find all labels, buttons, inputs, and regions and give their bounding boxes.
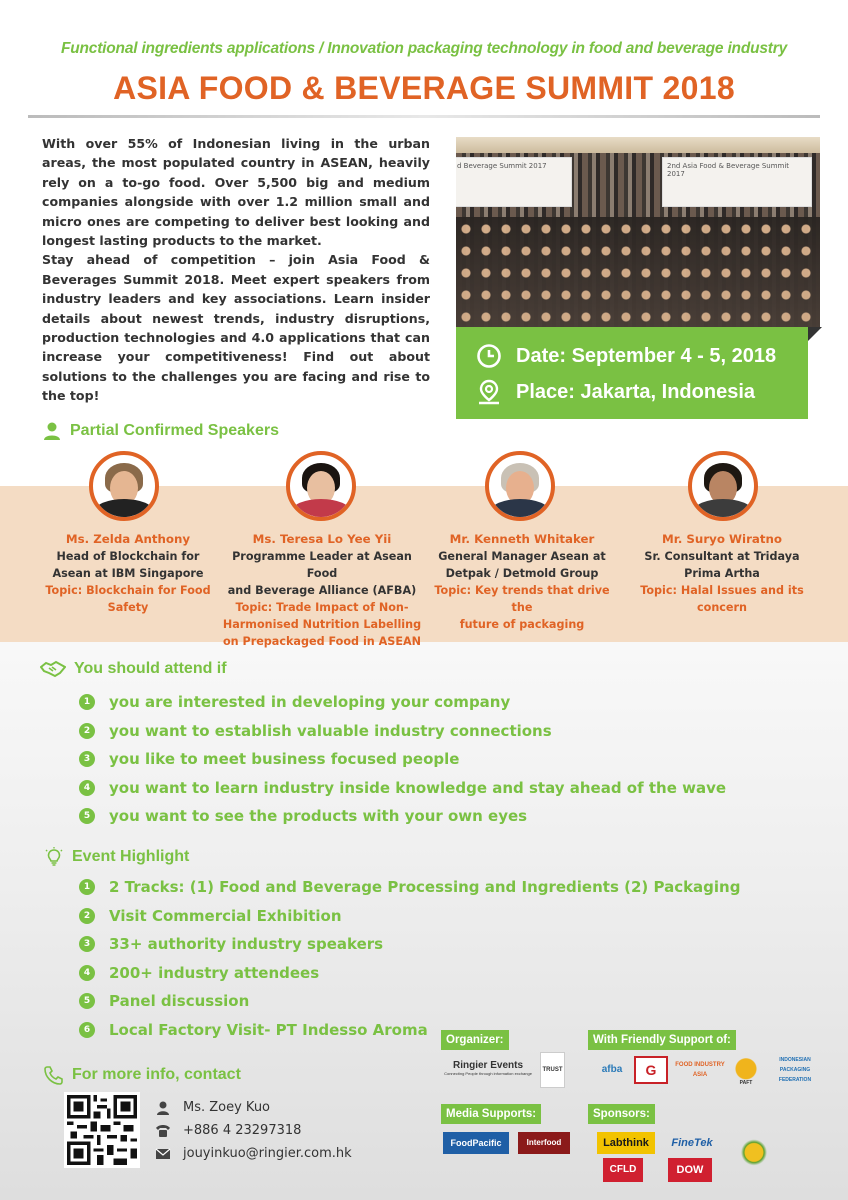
- list-item-text: Visit Commercial Exhibition: [109, 906, 342, 925]
- intro-text: [42, 134, 430, 406]
- speaker-role: Sr. Consultant at Tridaya: [644, 550, 800, 563]
- cfld-logo: CFLD: [603, 1158, 643, 1182]
- speaker-role: Programme Leader at Asean Food: [232, 550, 412, 580]
- photo-crowd: [456, 217, 820, 327]
- list-item-text: 2 Tracks: (1) Food and Beverage Processing and Ingredients (2) Packaging: [109, 878, 741, 897]
- list-item: [79, 717, 726, 746]
- event-date-text: Date: September 4 - 5, 2018: [516, 344, 777, 367]
- list-item: [79, 745, 726, 774]
- list-item: [79, 959, 740, 988]
- speaker-name: Ms. Teresa Lo Yee Yii: [252, 532, 392, 546]
- food-pacific-logo: FoodPacific: [443, 1132, 509, 1154]
- page-title: ASIA FOOD & BEVERAGE SUMMIT 2018: [113, 70, 735, 106]
- speaker-topic: Harmonised Nutrition Labelling: [222, 618, 422, 631]
- decorative-corner: [808, 327, 822, 341]
- number-badge: 5: [79, 993, 95, 1009]
- contact-heading: [44, 1065, 241, 1085]
- lightbulb-icon: [44, 847, 64, 867]
- event-place-text: Place: Jakarta, Indonesia: [516, 380, 756, 403]
- contact-name-row: [155, 1096, 352, 1119]
- gapmmi-logo: G: [634, 1056, 668, 1084]
- speaker-topic: Safety: [107, 601, 149, 614]
- interfood-logo: Interfood: [518, 1132, 570, 1154]
- speaker-name: Mr. Kenneth Whitaker: [449, 532, 595, 546]
- speaker-name: Ms. Zelda Anthony: [65, 532, 191, 546]
- speaker-name: Mr. Suryo Wiratno: [661, 532, 783, 546]
- phone-handset-icon: [44, 1065, 64, 1085]
- dow-logo: DOW: [668, 1158, 712, 1182]
- ringier-events-logo: [441, 1054, 535, 1082]
- qr-code: [64, 1092, 140, 1168]
- highlight-heading: [44, 847, 189, 867]
- event-details-box: [456, 327, 808, 419]
- number-badge: 3: [79, 751, 95, 767]
- list-item-text: you are interested in developing your company: [109, 693, 511, 712]
- speaker-role: Asean at IBM Singapore: [52, 567, 204, 580]
- ringier-logo-sub: Connecting People through information exchange: [444, 1070, 532, 1076]
- labthink-logo: Labthink: [597, 1132, 655, 1154]
- number-badge: 4: [79, 965, 95, 981]
- speaker-role: and Beverage Alliance (AFBA): [227, 584, 417, 597]
- contact-heading-text: For more info, contact: [72, 1066, 241, 1083]
- list-item-text: Local Factory Visit- PT Indesso Aroma: [109, 1020, 428, 1039]
- speaker-topic: Topic: Halal Issues and its: [640, 584, 804, 597]
- event-group-photo: [456, 137, 820, 327]
- number-badge: 4: [79, 780, 95, 796]
- location-pin-icon: [476, 379, 502, 405]
- handshake-icon: [40, 659, 66, 679]
- speaker-topic: Topic: Trade Impact of Non-: [235, 601, 409, 614]
- support-label: With Friendly Support of:: [588, 1030, 736, 1050]
- speaker-role: General Manager Asean at: [438, 550, 606, 563]
- tagline: Functional ingredients applications / Innovation packaging technology in food and beverage industry: [60, 40, 787, 57]
- number-badge: 6: [79, 1022, 95, 1038]
- speaker-topic: on Prepackaged Food in ASEAN: [222, 635, 422, 648]
- list-item-text: you want to learn industry inside knowledge and stay ahead of the wave: [109, 778, 727, 797]
- avatar: [688, 451, 758, 521]
- list-item-text: Panel discussion: [109, 992, 250, 1011]
- organizer-label: Organizer:: [441, 1030, 509, 1050]
- speaker-card: [222, 531, 422, 650]
- speaker-topic: Topic: Blockchain for Food: [45, 584, 211, 597]
- list-item: [79, 987, 740, 1016]
- highlight-heading-text: Event Highlight: [72, 848, 190, 865]
- event-place: [476, 379, 755, 405]
- list-item: [79, 902, 740, 931]
- list-item: [79, 802, 726, 831]
- list-item-text: 33+ authority industry speakers: [109, 935, 384, 954]
- photo-ceiling: [456, 137, 820, 153]
- contact-phone[interactable]: +886 4 23297318: [183, 1123, 302, 1138]
- trust-logo: TRUST: [540, 1052, 565, 1088]
- number-badge: 1: [79, 879, 95, 895]
- speaker-card: [424, 531, 620, 633]
- title-divider: [28, 115, 820, 118]
- envelope-icon: [155, 1146, 171, 1162]
- sponsors-label: Sponsors:: [588, 1104, 655, 1124]
- list-item-text: you want to establish valuable industry connections: [109, 721, 552, 740]
- highlight-list: [79, 873, 740, 1044]
- list-item-text: 200+ industry attendees: [109, 963, 320, 982]
- number-badge: 2: [79, 908, 95, 924]
- speakers-heading-text: Partial Confirmed Speakers: [70, 422, 279, 439]
- list-item: [79, 774, 726, 803]
- qr-code-icon: [67, 1095, 137, 1165]
- attend-list: [79, 688, 726, 831]
- food-industry-asia-logo: FOOD INDUSTRY ASIA: [675, 1062, 725, 1078]
- paft-logo: PAFT: [732, 1056, 760, 1088]
- speaker-topic: concern: [697, 601, 747, 614]
- guangzhou-flavor-logo: [740, 1138, 768, 1174]
- afba-logo: afba: [601, 1064, 623, 1075]
- speaker-topic: future of packaging: [459, 618, 585, 631]
- clock-icon: [476, 343, 502, 369]
- intro-paragraph-2: Stay ahead of competition – join Asia Food & Beverages Summit 2018. Meet expert speakers from industry leaders and key associations. Learn insider details about newest trends, industry disruptions, production technologies and 4.0 applications that can increase your competitiveness! Find out about solutions to the challenges you are facing and rise to the top!: [42, 252, 430, 404]
- contact-details: [155, 1096, 352, 1165]
- attend-heading-text: You should attend if: [74, 660, 227, 677]
- list-item: [79, 930, 740, 959]
- media-label: Media Supports:: [441, 1104, 541, 1124]
- number-badge: 3: [79, 936, 95, 952]
- list-item-text: you want to see the products with your own eyes: [109, 807, 528, 826]
- indonesian-packaging-federation-logo: INDONESIAN PACKAGING FEDERATION: [778, 1057, 812, 1083]
- number-badge: 2: [79, 723, 95, 739]
- contact-name: Ms. Zoey Kuo: [183, 1100, 271, 1115]
- number-badge: 1: [79, 694, 95, 710]
- speaker-role: Head of Blockchain for: [56, 550, 200, 563]
- speakers-heading: [42, 421, 279, 441]
- avatar: [89, 451, 159, 521]
- photo-banner-left: d Beverage Summit 2017: [456, 157, 572, 207]
- avatar: [485, 451, 555, 521]
- speaker-card: [624, 531, 820, 616]
- list-item: [79, 873, 740, 902]
- ringier-logo-text: Ringier Events: [452, 1059, 524, 1071]
- person-icon: [155, 1100, 171, 1116]
- contact-email-row: [155, 1142, 352, 1165]
- person-icon: [42, 421, 62, 441]
- finetek-logo: FineTek: [671, 1137, 713, 1149]
- number-badge: 5: [79, 808, 95, 824]
- telephone-icon: [155, 1123, 171, 1139]
- event-date: [476, 343, 776, 369]
- contact-email[interactable]: jouyinkuo@ringier.com.hk: [183, 1146, 352, 1161]
- list-item-text: you like to meet business focused people: [109, 750, 460, 769]
- contact-phone-row: [155, 1119, 352, 1142]
- speaker-role: Detpak / Detmold Group: [445, 567, 599, 580]
- speaker-role: Prima Artha: [684, 567, 760, 580]
- list-item: [79, 688, 726, 717]
- speaker-card: [30, 531, 226, 616]
- attend-heading: [40, 659, 227, 679]
- photo-banner-right: 2nd Asia Food & Beverage Summit 2017: [662, 157, 812, 207]
- speaker-topic: Topic: Key trends that drive the: [434, 584, 610, 614]
- intro-paragraph-1: With over 55% of Indonesian living in the urban areas, the most populated country in ASEAN, heavily rely on a to-go food. Over 5,500 big and medium companies alongside with over 1.2 million small and micro ones are competing to deliver best looking and longest lasting products to the market.: [42, 136, 430, 249]
- avatar: [286, 451, 356, 521]
